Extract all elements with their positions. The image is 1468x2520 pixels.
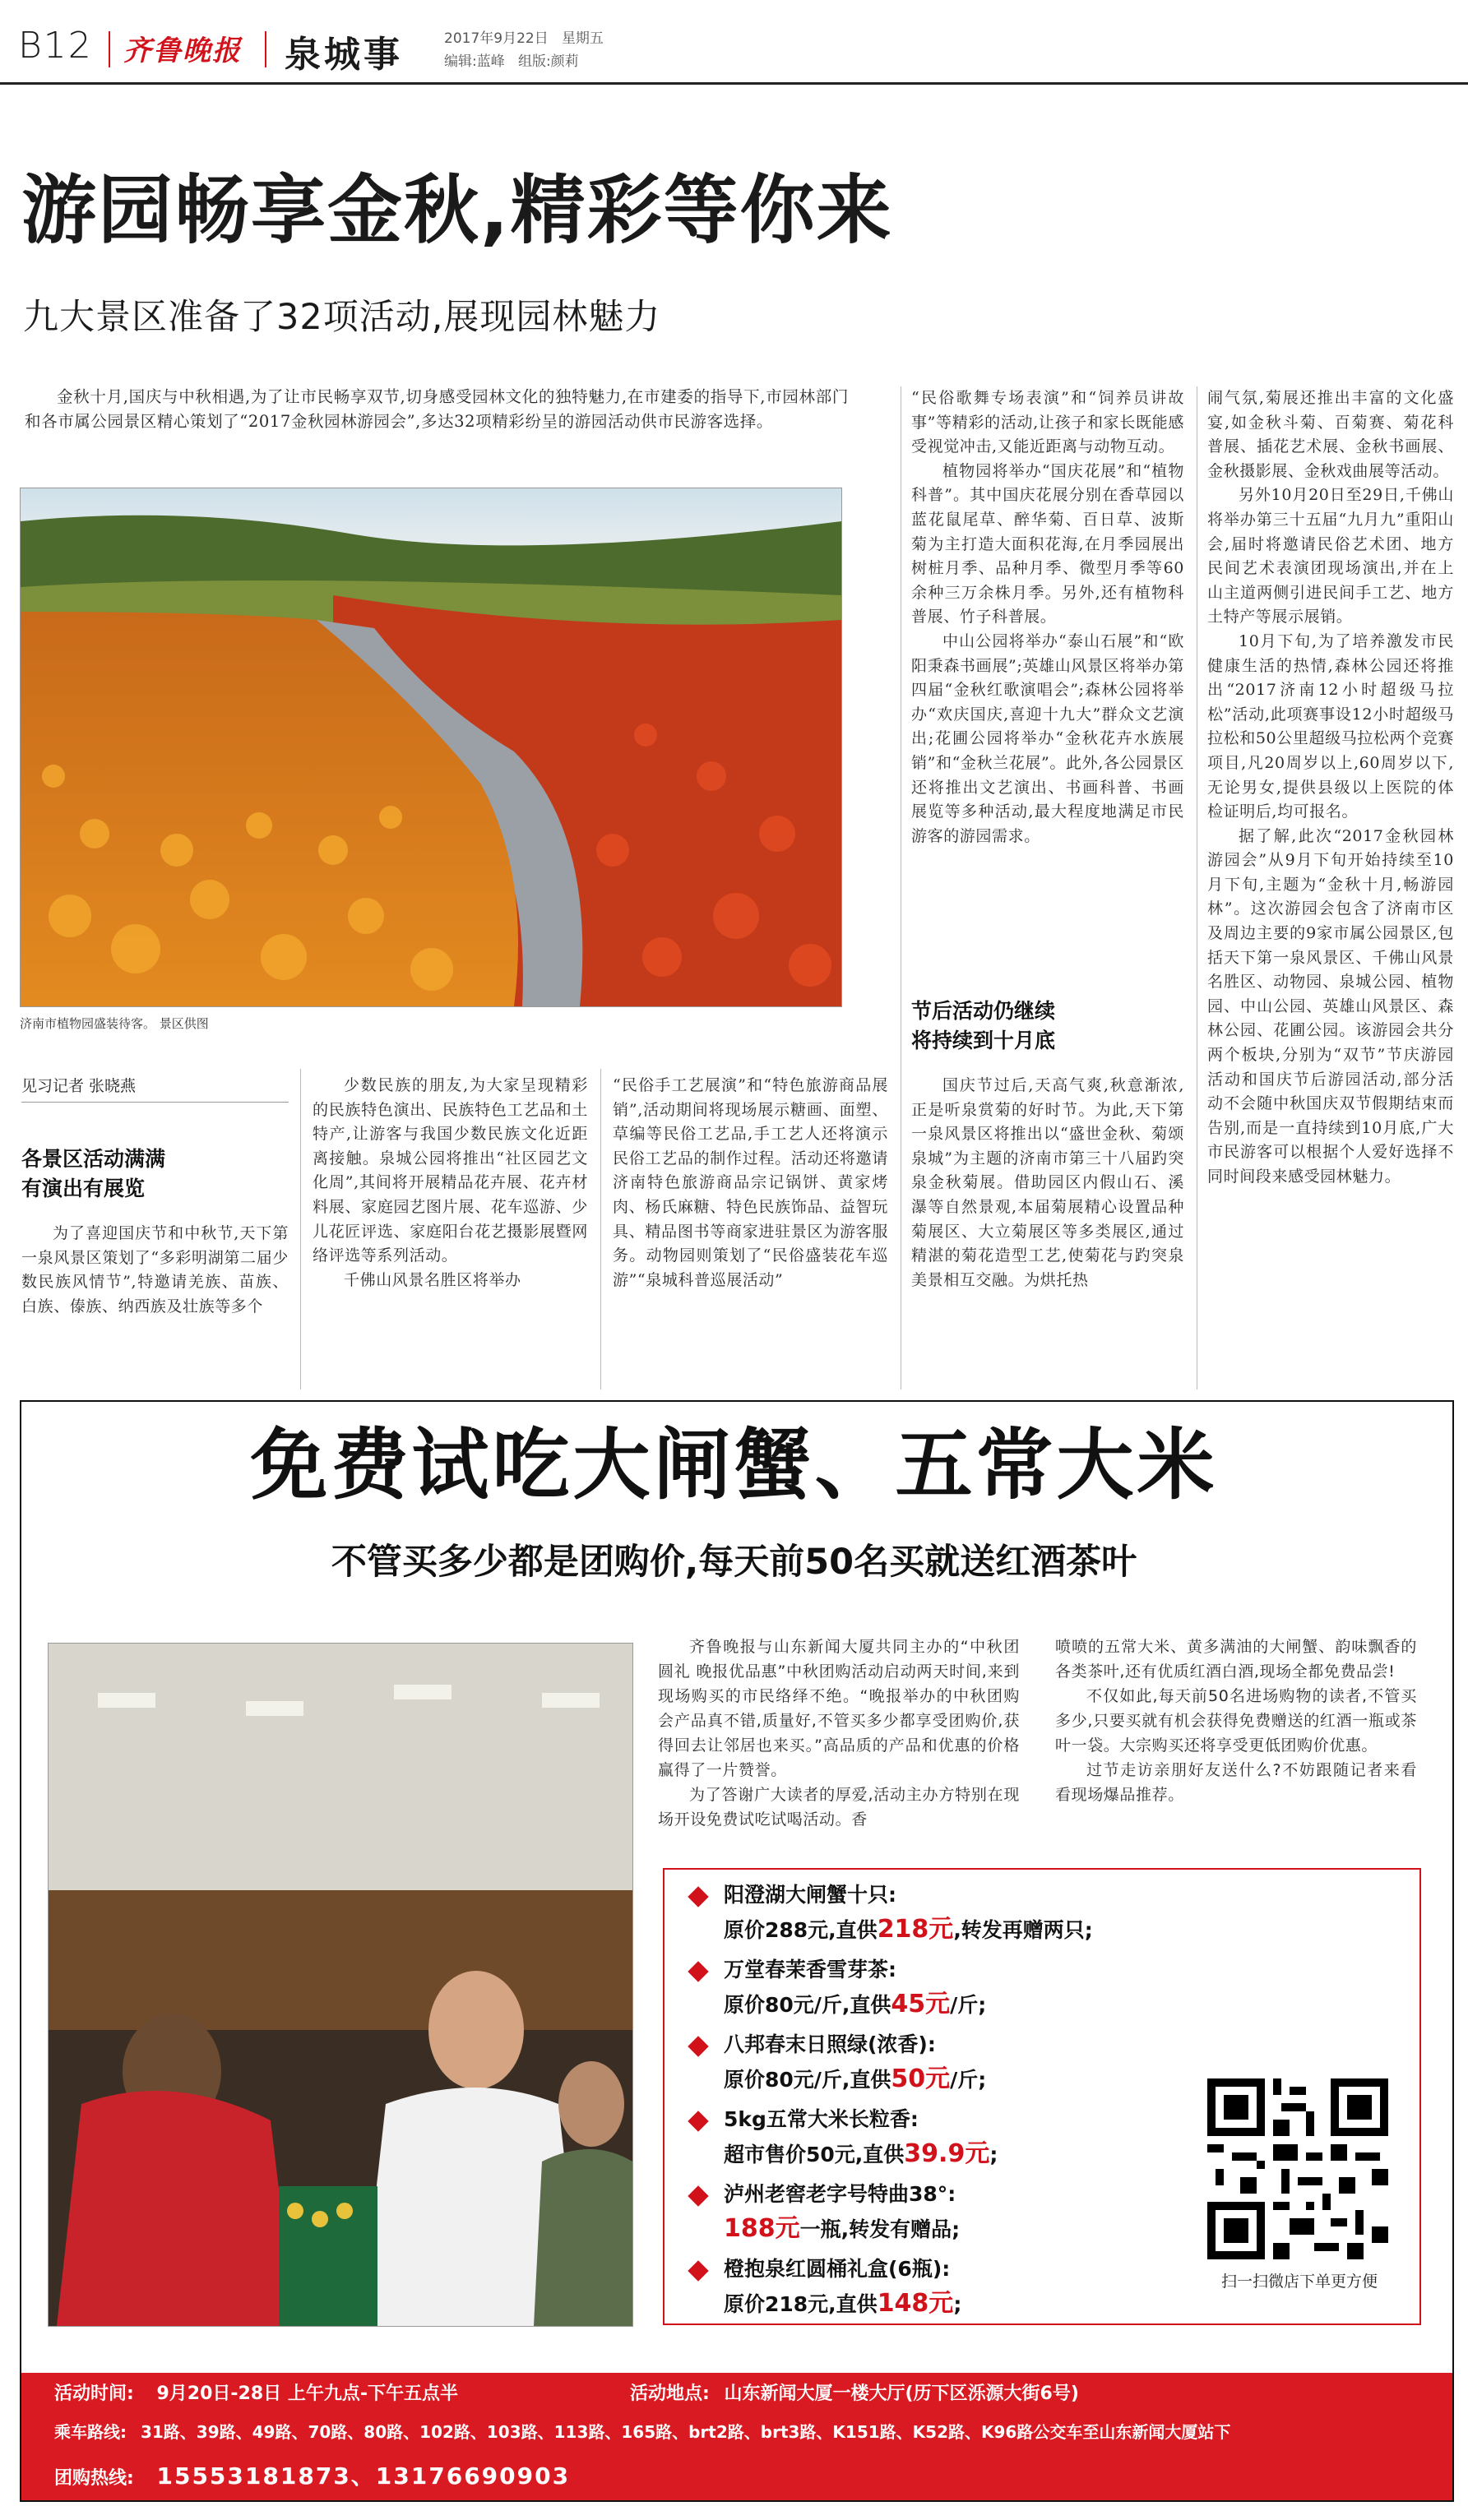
ad-title: 免费试吃大闸蟹、五常大米 — [250, 1421, 1218, 1510]
bullet-diamond-icon — [688, 2185, 708, 2206]
column-rule — [300, 1069, 301, 1389]
product-price: 原价80元/斤,直供50元/斤; — [724, 2065, 987, 2093]
product-name: 万堂春茉香雪芽茶: — [724, 1958, 896, 1981]
section-name: 泉城事 — [285, 34, 403, 76]
product-price: 原价218元,直供148元; — [724, 2289, 962, 2318]
date: 2017年9月22日 — [444, 30, 549, 47]
garden-photo — [20, 488, 842, 1007]
issue-date — [444, 26, 604, 47]
time-value: 9月20日-28日 上午九点-下午五点半 — [156, 2384, 458, 2404]
ad-footer — [21, 2373, 1452, 2500]
product-item — [683, 2102, 1192, 2172]
column-4-text-b: 国庆节过后,天高气爽,秋意渐浓,正是听泉赏菊的好时节。为此,天下第一泉风景区将推出以“盛世金秋、菊颂泉城”为主题的济南市第三十八届趵突泉金秋菊展。借助园区内假山石、溪瀑等自然景观,本届菊展精心设置品种菊展区、大立菊展区等多类展区,通过精湛的菊花造型工艺,使菊花与趵突泉美景相互交融。为烘托热 — [911, 1076, 1184, 1289]
column-1-text: 为了喜迎国庆节和中秋节,天下第一泉风景区策划了“多彩明湖第二届少数民族风情节”,特邀请羌族、苗族、白族、傣族、纳西族及壮族等多个 — [21, 1224, 289, 1315]
headline: 游园畅享金秋,精彩等你来 — [21, 168, 893, 254]
product-name: 八邦春末日照绿(浓香): — [724, 2032, 936, 2056]
reporter-byline: 见习记者 张晓燕 — [21, 1077, 137, 1095]
footer-time-row — [54, 2379, 458, 2405]
ad-text-col1: 齐鲁晚报与山东新闻大厦共同主办的“中秋团圆礼 晚报优品惠”中秋团购活动启动两天时间,来到现场购买的市民络绎不绝。“晚报举办的中秋团购会产品真不错,质量好,不管买多少都享受团购价,获得回去让邻居也来买。”高品质的产品和优惠的价格赢得了一片赞誉。 为了答谢广大读者的厚爱,活动主办方特别在现场开设免费试吃试喝活动。香 — [658, 1638, 1020, 1829]
column-3-text: “民俗手工艺展演”和“特色旅游商品展销”,活动期间将现场展示糖画、面塑、草编等民俗工艺品,手工艺人还将演示民俗工艺品的制作过程。活动还将邀请济南特色旅游商品宗记锅饼、黄家烤肉、杨氏麻糖、特色民族饰品、益智玩具、精品图书等商家进驻景区为游客服务。动物园则策划了“民俗盛装花车巡游”“泉城科普巡展活动” — [613, 1076, 888, 1289]
event-photo — [48, 1643, 633, 2327]
qr-code-icon — [1207, 2078, 1388, 2259]
byline-rule — [21, 1102, 289, 1103]
ad-text-col2: 喷喷的五常大米、黄多满油的大闸蟹、韵味飘香的各类茶叶,还有优质红酒白酒,现场全都免费品尝! 不仅如此,每天前50名进场购物的读者,不管买多少,只要买就有机会获得免费赠送的红酒一瓶或茶叶一袋。大宗购买还将享受更低团购价优惠。 过节走访亲朋好友送什么?不妨跟随记者来看看现场爆品推荐。 — [1055, 1638, 1417, 1804]
editor: 编辑:蓝峰 — [444, 53, 505, 70]
bullet-diamond-icon — [688, 2036, 708, 2056]
product-item — [683, 2177, 1192, 2247]
column-rule — [600, 1069, 601, 1389]
product-item — [683, 2028, 1192, 2097]
time-label: 活动时间: — [54, 2384, 134, 2404]
place-label: 活动地点: — [630, 2384, 710, 2404]
product-name: 橙抱泉红圆桶礼盒(6瓶): — [724, 2257, 951, 2281]
column-5-text: 闹气氛,菊展还推出丰富的文化盛宴,如金秋斗菊、百菊赛、菊花科普展、插花艺术展、金秋书画展、金秋摄影展、金秋戏曲展等活动。 另外10月20日至29日,千佛山将举办第三十五届“九月九”重阳山会,届时将邀请民俗艺术团、地方民间艺术表演团现场演出,并在上山主道两侧引进民间手工艺、地方土特产等展示展销。 10月下旬,为了培养激发市民健康生活的热情,森林公园还将推出“2017济南12小时超级马拉松”活动,此项赛事设12小时超级马拉松和50公里超级马拉松两个竞赛项目,凡20周岁以上,60周岁以下,无论男女,提供县级以上医院的体检证明后,均可报名。 据了解,此次“2017金秋园林游园会”从9月下旬开始持续至10月下旬,主题为“金秋十月,畅游园林”。这次游园会包含了济南市区及周边主要的9家市属公园景区,包括天下第一泉风景区、千佛山风景名胜区、动物园、泉城公园、植物园、中山公园、英雄山风景区、森林公园、花圃公园。该游园会共分两个板块,分别为“双节”节庆游园活动和国庆节后游园活动,部分活动不会随中秋国庆双节假期结束而告别,而是一直持续到10月底,广大市民游客可以根据个人爱好选择不同时间段来感受园林魅力。 — [1207, 389, 1454, 1186]
footer-place-row — [630, 2379, 1079, 2405]
page-number: B12 — [18, 25, 93, 67]
product-item — [683, 1878, 1192, 1948]
product-price: 超市售价50元,直供39.9元; — [724, 2139, 998, 2168]
product-item — [683, 1953, 1192, 2023]
footer-route-row — [54, 2419, 1230, 2443]
bullet-diamond-icon — [688, 2260, 708, 2281]
column-2-text: 少数民族的朋友,为大家呈现精彩的民族特色演出、民族特色工艺品和土特产,让游客与我国少数民族文化近距离接触。泉城公园将推出“社区园艺文化周”,其间将开展精品花卉展、花卉材料展、家庭园艺图片展、花车巡游、少儿花匠评选、家庭阳台花艺摄影展暨网络评选等系列活动。 千佛山风景名胜区将举办 — [313, 1076, 588, 1289]
designer: 组版:颜莉 — [517, 53, 579, 70]
product-name: 阳澄湖大闸蟹十只: — [724, 1883, 896, 1907]
product-name: 泸州老窖老字号特曲38°: — [724, 2182, 956, 2206]
route-value: 31路、39路、49路、70路、80路、102路、103路、113路、165路、brt2路、brt3路、K151路、K52路、K96路公交车至山东新闻大厦站下 — [140, 2422, 1231, 2442]
event-scene-image — [49, 1644, 632, 2326]
place-value: 山东新闻大厦一楼大厅(历下区泺源大街6号) — [724, 2384, 1079, 2404]
lead-paragraph: 金秋十月,国庆与中秋相遇,为了让市民畅享双节,切身感受园林文化的独特魅力,在市建委的指导下,市园林部门和各市属公园景区精心策划了“2017金秋园林游园会”,多达32项精彩纷呈的游园活动供市民游客选择。 — [25, 387, 849, 431]
hotline-value[interactable]: 15553181873、13176690903 — [156, 2462, 571, 2490]
bullet-diamond-icon — [688, 2111, 708, 2131]
ad-subtitle: 不管买多少都是团购价,每天前50名买就送红酒茶叶 — [331, 1542, 1137, 1583]
header-rule — [0, 82, 1468, 85]
subheadline: 九大景区准备了32项活动,展现园林魅力 — [23, 297, 661, 338]
qr-caption: 扫一扫微店下单更方便 — [1220, 2273, 1378, 2291]
footer-hotline-row — [54, 2458, 570, 2491]
divider — [265, 31, 266, 67]
photo-caption: 济南市植物园盛装待客。 景区供图 — [20, 1016, 209, 1031]
masthead-logo: 齐鲁晚报 — [123, 35, 242, 67]
subhead-activities: 各景区活动满满 有演出有展览 — [21, 1147, 166, 1200]
product-item — [683, 2252, 1192, 2322]
divider — [109, 31, 110, 67]
product-list — [683, 1878, 1192, 2327]
bullet-diamond-icon — [688, 1961, 708, 1981]
product-price: 188元一瓶,转发有赠品; — [724, 2214, 961, 2243]
weekday: 星期五 — [561, 30, 604, 47]
qr-code[interactable] — [1207, 2078, 1388, 2259]
route-label: 乘车路线: — [54, 2422, 127, 2442]
editor-credits — [444, 49, 579, 70]
flower-field-image — [21, 488, 841, 1006]
subhead-after-holiday: 节后活动仍继续 将持续到十月底 — [911, 999, 1056, 1052]
product-price: 原价288元,直供218元,转发再赠两只; — [724, 1915, 1093, 1944]
hotline-label: 团购热线: — [54, 2468, 134, 2489]
product-price: 原价80元/斤,直供45元/斤; — [724, 1990, 987, 2018]
product-name: 5kg五常大米长粒香: — [724, 2107, 919, 2131]
bullet-diamond-icon — [688, 1886, 708, 1907]
column-4-text: “民俗歌舞专场表演”和“饲养员讲故事”等精彩的活动,让孩子和家长既能感受视觉冲击,又能近距离与动物互动。 植物园将举办“国庆花展”和“植物科普”。其中国庆花展分别在香草园以蓝花鼠尾草、醉华菊、百日草、波斯菊为主打造大面积花海,在月季园展出树桩月季、品种月季、微型月季等60余种三万余株月季。另外,还有植物科普展、竹子科普展。 中山公园将举办“泰山石展”和“欧阳秉森书画展”;英雄山风景区将举办第四届“金秋红歌演唱会”;森林公园将举办“欢庆国庆,喜迎十九大”群众文艺演出;花圃公园将举办“金秋花卉水族展销”和“金秋兰花展”。此外,各公园景区还将推出文艺演出、书画科普、书画展览等多种活动,最大程度地满足市民游客的游园需求。 — [911, 389, 1184, 845]
